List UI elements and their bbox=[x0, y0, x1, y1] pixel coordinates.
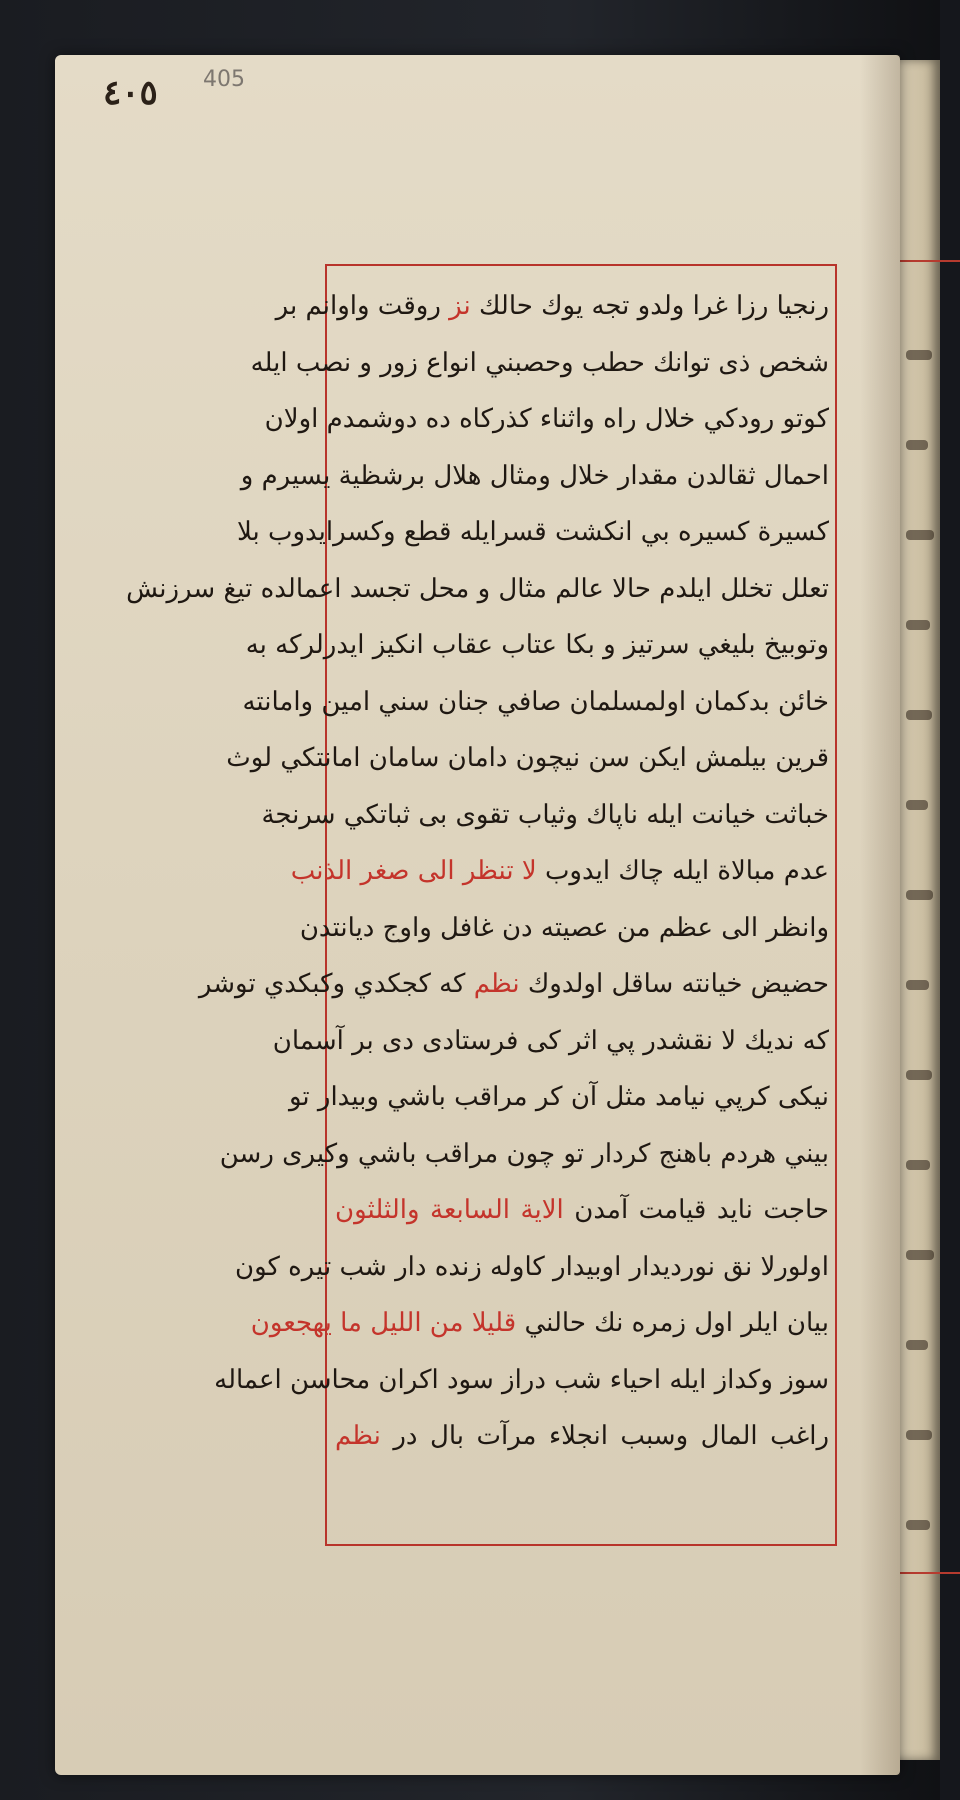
line-text: حضيض خيانته ساقل اولدوك bbox=[527, 969, 829, 999]
adjacent-text-fragment bbox=[906, 1430, 932, 1440]
page-gutter-shadow bbox=[860, 55, 900, 1775]
text-line bbox=[290, 843, 829, 900]
adjacent-text-fragment bbox=[906, 350, 932, 360]
rubric-text: نظم bbox=[335, 1421, 381, 1451]
line-text: قرين بيلمش ايكن سن نيچون دامان سامان امانتكي لوث bbox=[226, 743, 829, 773]
text-line bbox=[335, 1408, 829, 1465]
line-text: بيني هردم باهنج كردار تو bbox=[563, 1138, 829, 1169]
line-text: بيان ايلر اول زمره نك حالني bbox=[524, 1308, 829, 1338]
adjacent-text-fragment bbox=[906, 620, 930, 630]
text-line bbox=[236, 504, 829, 561]
line-text: خباثت خيانت ايله ناپاك وثياب تقوى بى ثباتكي سرنجة bbox=[261, 799, 829, 830]
line-text: كه كجكدي وكبكدي توشر bbox=[198, 969, 466, 999]
text-line bbox=[335, 1182, 829, 1239]
line-text: نيكى كرپي نيامد مثل آن bbox=[570, 1082, 829, 1112]
text-block bbox=[126, 278, 830, 1465]
text-line bbox=[264, 391, 829, 448]
adjacent-text-fragment bbox=[906, 800, 928, 810]
adjacent-text-fragment bbox=[906, 1250, 934, 1260]
text-line bbox=[242, 674, 829, 731]
line-text: شخص ذى توانك حطب وحصبني انواع زور و نصب ايله bbox=[250, 347, 829, 378]
line-text: وتوبيخ بليغي سرتيز و بكا عتاب عقاب انكيز ايدرلركه به bbox=[245, 630, 829, 660]
text-line bbox=[299, 900, 829, 957]
text-line bbox=[288, 1069, 829, 1126]
text-line bbox=[219, 1126, 829, 1183]
line-text: كه نديك لا نقشدر پي اثر bbox=[569, 1025, 829, 1056]
line-text: عدم مبالاة ايله چاك ايدوب bbox=[544, 856, 829, 886]
text-line bbox=[245, 617, 829, 674]
line-text: كسيرة كسيره بي انكشت قسرايله قطع وكسرايدوب بلا bbox=[236, 517, 829, 547]
line-text: خائن بدكمان اولمسلمان صافي جنان سني امين وامانته bbox=[242, 686, 829, 717]
adjacent-text-fragment bbox=[906, 890, 933, 900]
text-line bbox=[198, 956, 829, 1013]
adjacent-text-fragment bbox=[906, 530, 934, 540]
adjacent-page-frame bbox=[898, 260, 960, 1574]
adjacent-text-fragment bbox=[906, 980, 929, 990]
text-line bbox=[272, 1013, 829, 1070]
text-line bbox=[275, 278, 829, 335]
line-text: روقت واوانم بر bbox=[275, 291, 441, 321]
line-text: احمال ثقالدن مقدار خلال ومثال هلال برشظية يسيرم و bbox=[240, 460, 829, 491]
manuscript-page bbox=[55, 55, 900, 1775]
line-text: اولورلا نق نوردیدار اوبیدار كاوله زنده دار شب تیره كون bbox=[235, 1251, 829, 1282]
adjacent-text-fragment bbox=[906, 1070, 932, 1080]
text-line bbox=[226, 730, 829, 787]
text-line bbox=[126, 561, 829, 618]
rubric-text: قليلا من الليل ما يهجعون bbox=[250, 1308, 517, 1338]
line-text: حاجت نايد قيامت آمدن bbox=[574, 1195, 830, 1225]
folio-number: ٤٠٥ bbox=[103, 73, 158, 113]
text-frame-ruling bbox=[126, 264, 837, 1546]
text-line bbox=[240, 448, 829, 505]
line-text: راغب المال وسبب انجلاء مرآت بال در bbox=[393, 1421, 829, 1451]
adjacent-text-fragment bbox=[906, 440, 928, 450]
line-text: سوز وكداز ايله احياء شب دراز سود اكران محاسن اعماله bbox=[214, 1364, 829, 1395]
adjacent-text-fragment bbox=[906, 1160, 930, 1170]
line-text: تعلل تخلل ايلدم حالا عالم مثال و محل تجسد اعمالده تيغ سرزنش bbox=[126, 573, 829, 604]
pencil-folio-number: 405 bbox=[203, 67, 245, 92]
text-line bbox=[214, 1352, 829, 1409]
line-text: چون مراقب باشي وكيرى رسن bbox=[219, 1138, 556, 1169]
text-line bbox=[261, 787, 829, 844]
line-text: رنجيا رزا غرا ولدو تجه يوك حالك bbox=[479, 291, 829, 321]
adjacent-text-fragment bbox=[906, 1340, 928, 1350]
text-line bbox=[235, 1239, 829, 1296]
rubric-text: نز bbox=[449, 291, 471, 321]
text-line bbox=[250, 1295, 829, 1352]
line-text: وانظر الى عظم من عصيته دن غافل واوج ديانتدن bbox=[299, 912, 829, 943]
line-text: كوتو رودكي خلال راه واثناء كذركاه ده دوشمدم اولان bbox=[264, 404, 829, 434]
rubric-text: الاية السابعة والثلثون bbox=[335, 1195, 564, 1225]
rubric-text: لا تنظر الى صغر الذنب bbox=[290, 856, 537, 886]
text-line bbox=[250, 335, 829, 392]
adjacent-text-fragment bbox=[906, 710, 932, 720]
adjacent-text-fragment bbox=[906, 1520, 930, 1530]
line-text: كر مراقب باشي وبيدار تو bbox=[288, 1082, 563, 1112]
rubric-text: نظم bbox=[473, 969, 520, 999]
line-text: كى فرستادى دى بر آسمان bbox=[272, 1025, 561, 1056]
